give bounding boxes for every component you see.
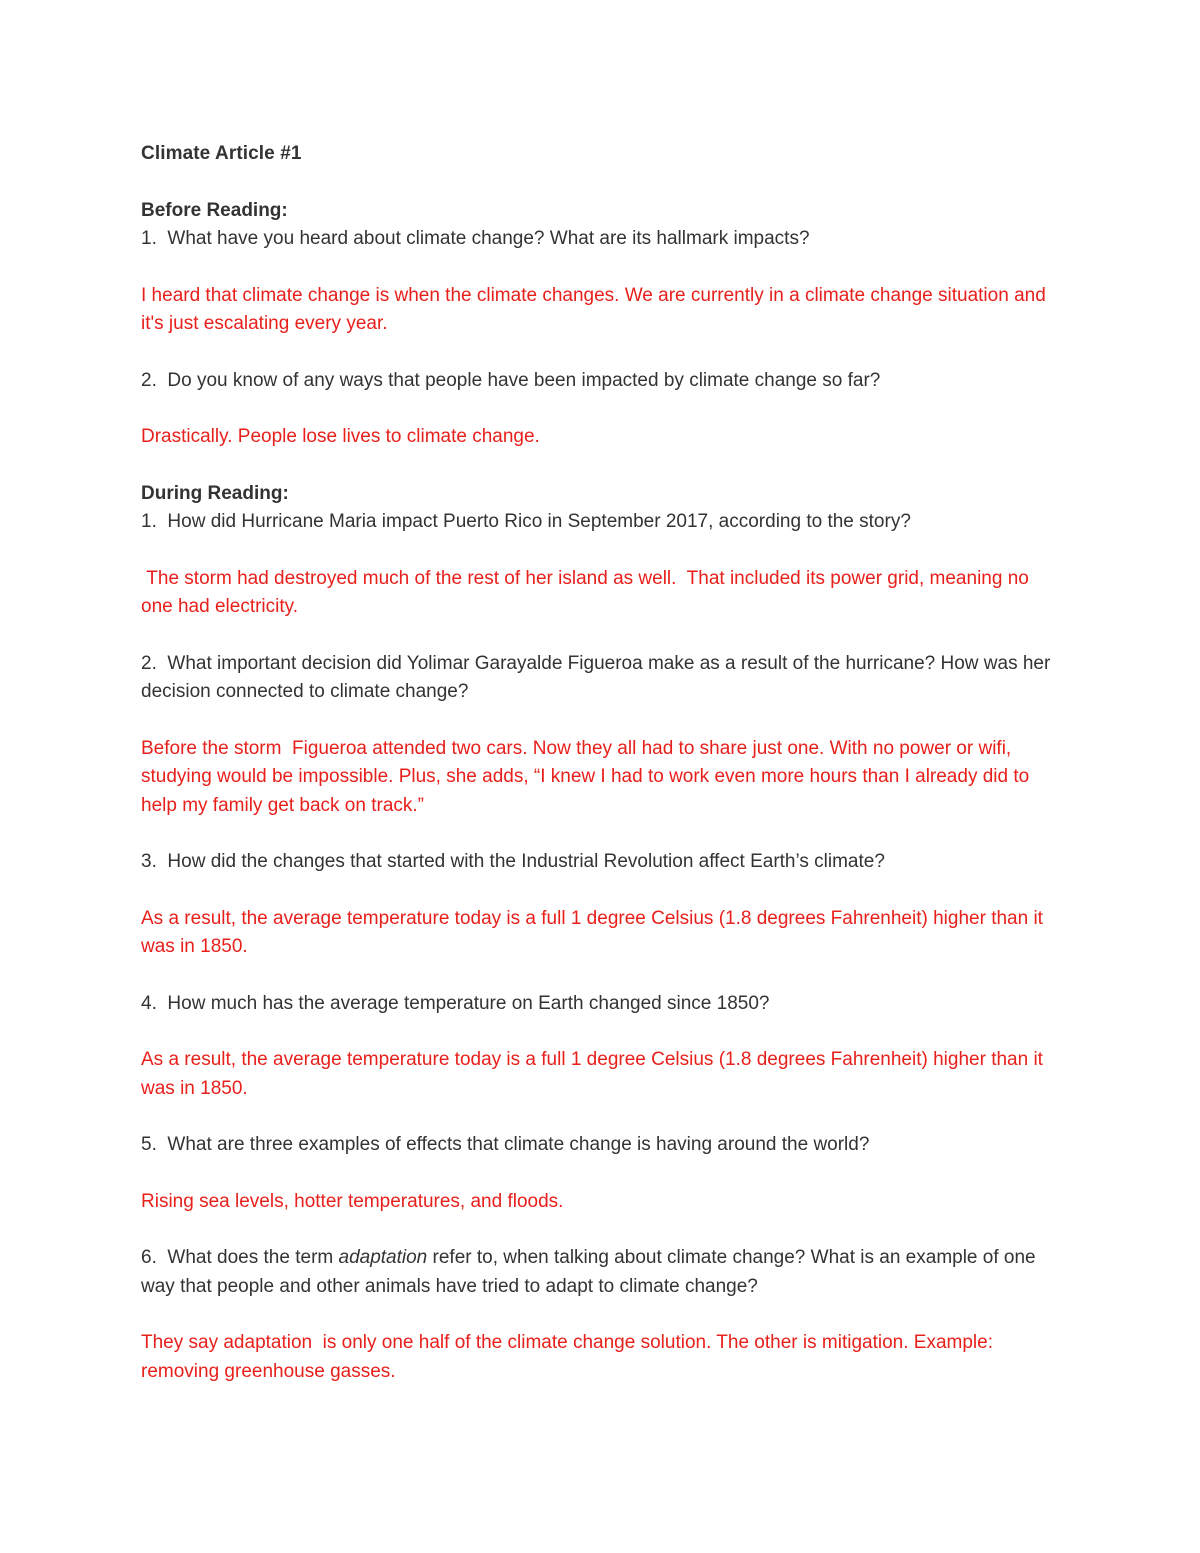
question-text-before: What does the term xyxy=(167,1247,339,1268)
question-number: 2. xyxy=(141,369,157,391)
question-before-2 xyxy=(141,367,1061,396)
question-text: How did Hurricane Maria impact Puerto Rico in September 2017, according to the story? xyxy=(167,511,911,532)
section-during-reading xyxy=(141,480,1061,1387)
answer-during-5: Rising sea levels, hotter temperatures, and floods. xyxy=(141,1190,564,1212)
question-text: What important decision did Yolimar Garayalde Figueroa make as a result of the hurricane? How was her decision connected to climate change? xyxy=(141,652,1051,702)
question-during-3 xyxy=(141,848,1061,877)
question-number: 4. xyxy=(141,992,157,1014)
question-text: What have you heard about climate change? What are its hallmark impacts? xyxy=(167,228,810,249)
question-text: How did the changes that started with the Industrial Revolution affect Earth’s climate? xyxy=(167,851,885,872)
answer-before-1: I heard that climate change is when the climate changes. We are currently in a climate change situation and it's just escalating every year. xyxy=(141,284,1046,334)
section-heading-before: Before Reading: xyxy=(141,199,288,221)
answer-before-2: Drastically. People lose lives to climate change. xyxy=(141,426,540,447)
question-number: 1. xyxy=(141,511,157,532)
question-text: Do you know of any ways that people have been impacted by climate change so far? xyxy=(167,369,881,391)
question-text-after: refer to, when talking about climate change? What is an example of one way that people and other animals have tried to adapt to climate change? xyxy=(141,1247,1041,1297)
document-title: Climate Article #1 xyxy=(141,143,302,164)
question-number: 5. xyxy=(141,1134,157,1155)
question-before-1 xyxy=(141,225,1061,254)
answer-during-4: As a result, the average temperature today is a full 1 degree Celsius (1.8 degrees Fahrenheit) higher than it was in 1850. xyxy=(141,1049,1043,1099)
document-page xyxy=(141,140,1061,1414)
answer-during-1: The storm had destroyed much of the rest of her island as well. That included its power grid, meaning no one had electricity. xyxy=(141,567,1035,617)
question-text: How much has the average temperature on Earth changed since 1850? xyxy=(167,992,770,1014)
question-text-emphasis: adaptation xyxy=(338,1247,428,1268)
question-during-5 xyxy=(141,1131,1061,1160)
question-number: 2. xyxy=(141,652,157,674)
question-number: 6. xyxy=(141,1247,157,1268)
section-before-reading xyxy=(141,197,1061,452)
answer-during-6: They say adaptation is only one half of the climate change solution. The other is mitigation. Example: removing greenhouse gasses. xyxy=(141,1332,999,1382)
question-number: 3. xyxy=(141,851,157,872)
answer-during-3: As a result, the average temperature today is a full 1 degree Celsius (1.8 degrees Fahrenheit) higher than it was in 1850. xyxy=(141,907,1043,957)
question-number: 1. xyxy=(141,228,157,249)
question-text: What are three examples of effects that climate change is having around the world? xyxy=(167,1134,870,1155)
question-during-6 xyxy=(141,1244,1061,1301)
question-during-1 xyxy=(141,508,1061,537)
question-during-2 xyxy=(141,650,1061,707)
answer-during-2: Before the storm Figueroa attended two cars. Now they all had to share just one. With no power or wifi, studying would be impossible. Plus, she adds, “I knew I had to work even more hours than I already did to help my family get back on track.” xyxy=(141,737,1035,816)
section-heading-during: During Reading: xyxy=(141,482,289,504)
question-during-4 xyxy=(141,990,1061,1019)
